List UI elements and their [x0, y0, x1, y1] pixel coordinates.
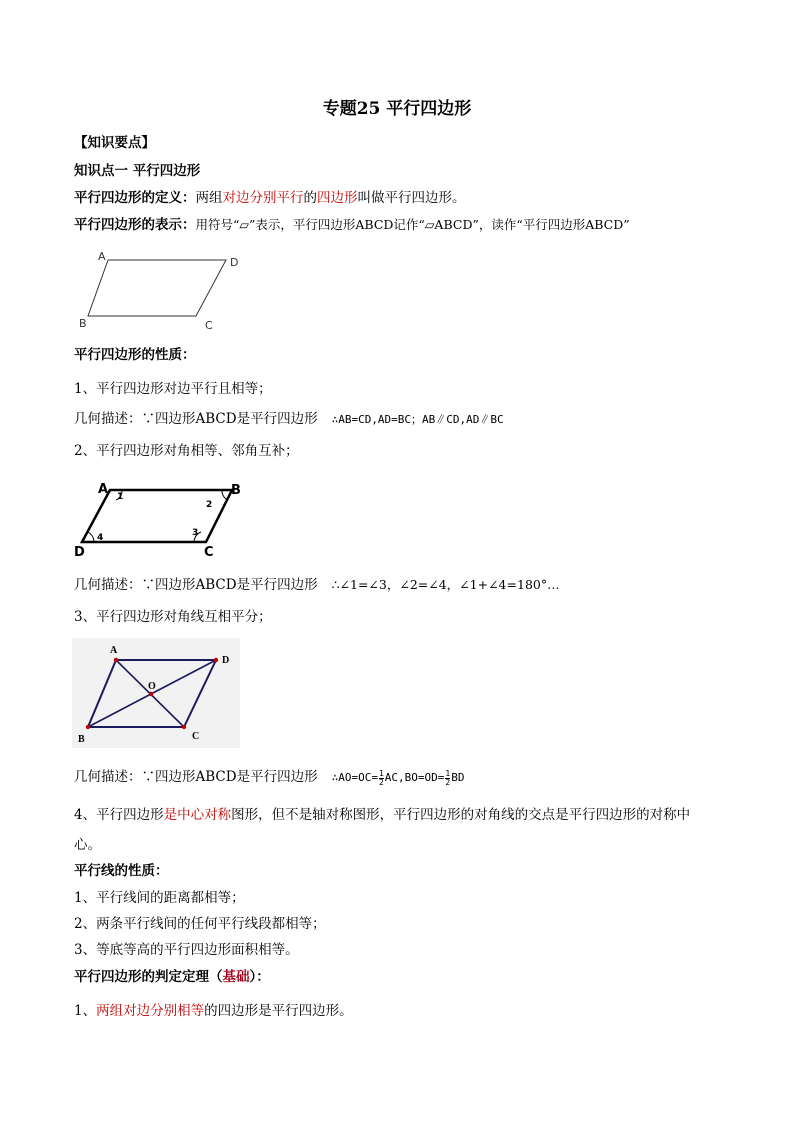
parallelogram-shape-1 — [88, 260, 226, 316]
property-1: 1、平行四边形对边平行且相等； — [74, 381, 272, 397]
fraction-numerator-1: 1 — [378, 768, 384, 778]
fig2-angle-3: 3 — [192, 528, 199, 538]
definition-highlight-1: 对边分别平行 — [222, 190, 304, 206]
section-header: 【知识要点】 — [74, 135, 155, 151]
point-b — [86, 725, 90, 729]
fig3-label-o: O — [148, 681, 156, 692]
figure-parallelogram-1 — [74, 246, 254, 336]
parallel-property-1: 1、平行线间的距离都相等； — [74, 890, 245, 906]
prop4-text-1: 4、平行四边形 — [74, 807, 164, 823]
fig2-angle-4: 4 — [97, 533, 104, 543]
criteria-title — [74, 968, 270, 986]
definition-label: 平行四边形的定义： — [74, 190, 196, 206]
geo3-result-3: BD — [451, 771, 465, 784]
criteria-highlight: 基础 — [222, 969, 250, 985]
property-4-line-2: 心。 — [74, 837, 101, 853]
geometry-description-3 — [74, 768, 464, 787]
knowledge-point-title: 知识点一 平行四边形 — [74, 163, 201, 179]
geometry-description-1 — [74, 410, 504, 429]
parallel-lines-title: 平行线的性质： — [74, 863, 169, 879]
criterion-1-highlight: 两组对边分别相等 — [96, 1003, 205, 1019]
geo3-result — [331, 768, 465, 787]
point-c — [182, 725, 186, 729]
geometry-description-2 — [74, 576, 560, 594]
definition-text-2: 的 — [303, 190, 317, 206]
criterion-1 — [74, 1002, 353, 1020]
fig1-label-b: B — [79, 317, 87, 330]
property-3: 3、平行四边形对角线互相平分； — [74, 609, 272, 625]
fig2-label-d: D — [74, 545, 85, 560]
fraction-denominator-1: 2 — [378, 777, 384, 787]
fig3-label-c: C — [192, 731, 200, 742]
criterion-1-text: 的四边形是平行四边形。 — [204, 1003, 353, 1019]
fig2-angle-1: 1 — [117, 492, 124, 502]
fraction-denominator-2: 2 — [445, 777, 451, 787]
point-o — [149, 692, 153, 696]
fraction-numerator-2: 1 — [445, 768, 451, 778]
representation-label: 平行四边形的表示： — [74, 217, 196, 233]
fig2-label-a: A — [98, 482, 109, 497]
figure-3-background — [72, 638, 240, 748]
fig3-label-a: A — [110, 645, 118, 656]
geo2-result: ∴∠1=∠3，∠2=∠4，∠1+∠4=180°… — [331, 577, 560, 592]
parallel-property-2: 2、两条平行线间的任何平行线段都相等； — [74, 916, 326, 932]
fig1-label-a: A — [98, 250, 106, 263]
parallelogram-shape-2 — [82, 490, 232, 542]
fig3-label-d: D — [222, 655, 230, 666]
criteria-end: ）： — [249, 969, 270, 985]
fig1-label-d: D — [230, 256, 239, 269]
geo3-result-1: ∴AO=OC= — [331, 771, 378, 784]
definition-text-1: 两组 — [195, 190, 223, 206]
figure-parallelogram-3 — [72, 638, 240, 748]
property-2: 2、平行四边形对角相等、邻角互补； — [74, 443, 299, 459]
property-4-line-1 — [74, 806, 690, 824]
definition-highlight-2: 四边形 — [317, 190, 358, 206]
parallel-property-3: 3、等底等高的平行四边形面积相等。 — [74, 942, 299, 958]
fig2-label-c: C — [204, 545, 214, 560]
criteria-label: 平行四边形的判定定理（ — [74, 969, 223, 985]
geo3-prefix: 几何描述：∵四边形ABCD是平行四边形 — [74, 769, 318, 785]
fraction-half-2 — [445, 770, 450, 787]
criterion-1-prefix: 1、 — [74, 1003, 97, 1019]
definition-text-3: 叫做平行四边形。 — [357, 190, 466, 206]
representation-line — [74, 216, 630, 234]
fig3-label-b: B — [78, 734, 85, 745]
geo3-result-2: AC,BO=OD= — [384, 771, 445, 784]
representation-text: 用符号“▱”表示，平行四边形ABCD记作“▱ABCD”，读作“平行四边形ABCD” — [195, 217, 630, 232]
fig1-label-c: C — [205, 319, 213, 332]
properties-title: 平行四边形的性质： — [74, 347, 196, 363]
fig2-angle-2: 2 — [206, 500, 213, 510]
point-a — [114, 658, 118, 662]
angle-arc-4 — [88, 532, 94, 542]
fraction-half-1 — [379, 770, 384, 787]
point-d — [214, 658, 218, 662]
prop4-text-2: 图形，但不是轴对称图形，平行四边形的对角线的交点是平行四边形的对称中 — [231, 807, 691, 823]
figure-parallelogram-2 — [70, 476, 260, 562]
definition-line — [74, 189, 466, 207]
geo2-prefix: 几何描述：∵四边形ABCD是平行四边形 — [74, 577, 318, 593]
fig2-label-b: B — [231, 483, 241, 498]
geo1-result: ∴AB=CD,AD=BC；AB∥CD,AD∥BC — [331, 413, 504, 426]
page-title: 专题25 平行四边形 — [322, 99, 472, 119]
geo1-prefix: 几何描述：∵四边形ABCD是平行四边形 — [74, 411, 318, 427]
prop4-highlight: 是中心对称 — [163, 807, 232, 823]
